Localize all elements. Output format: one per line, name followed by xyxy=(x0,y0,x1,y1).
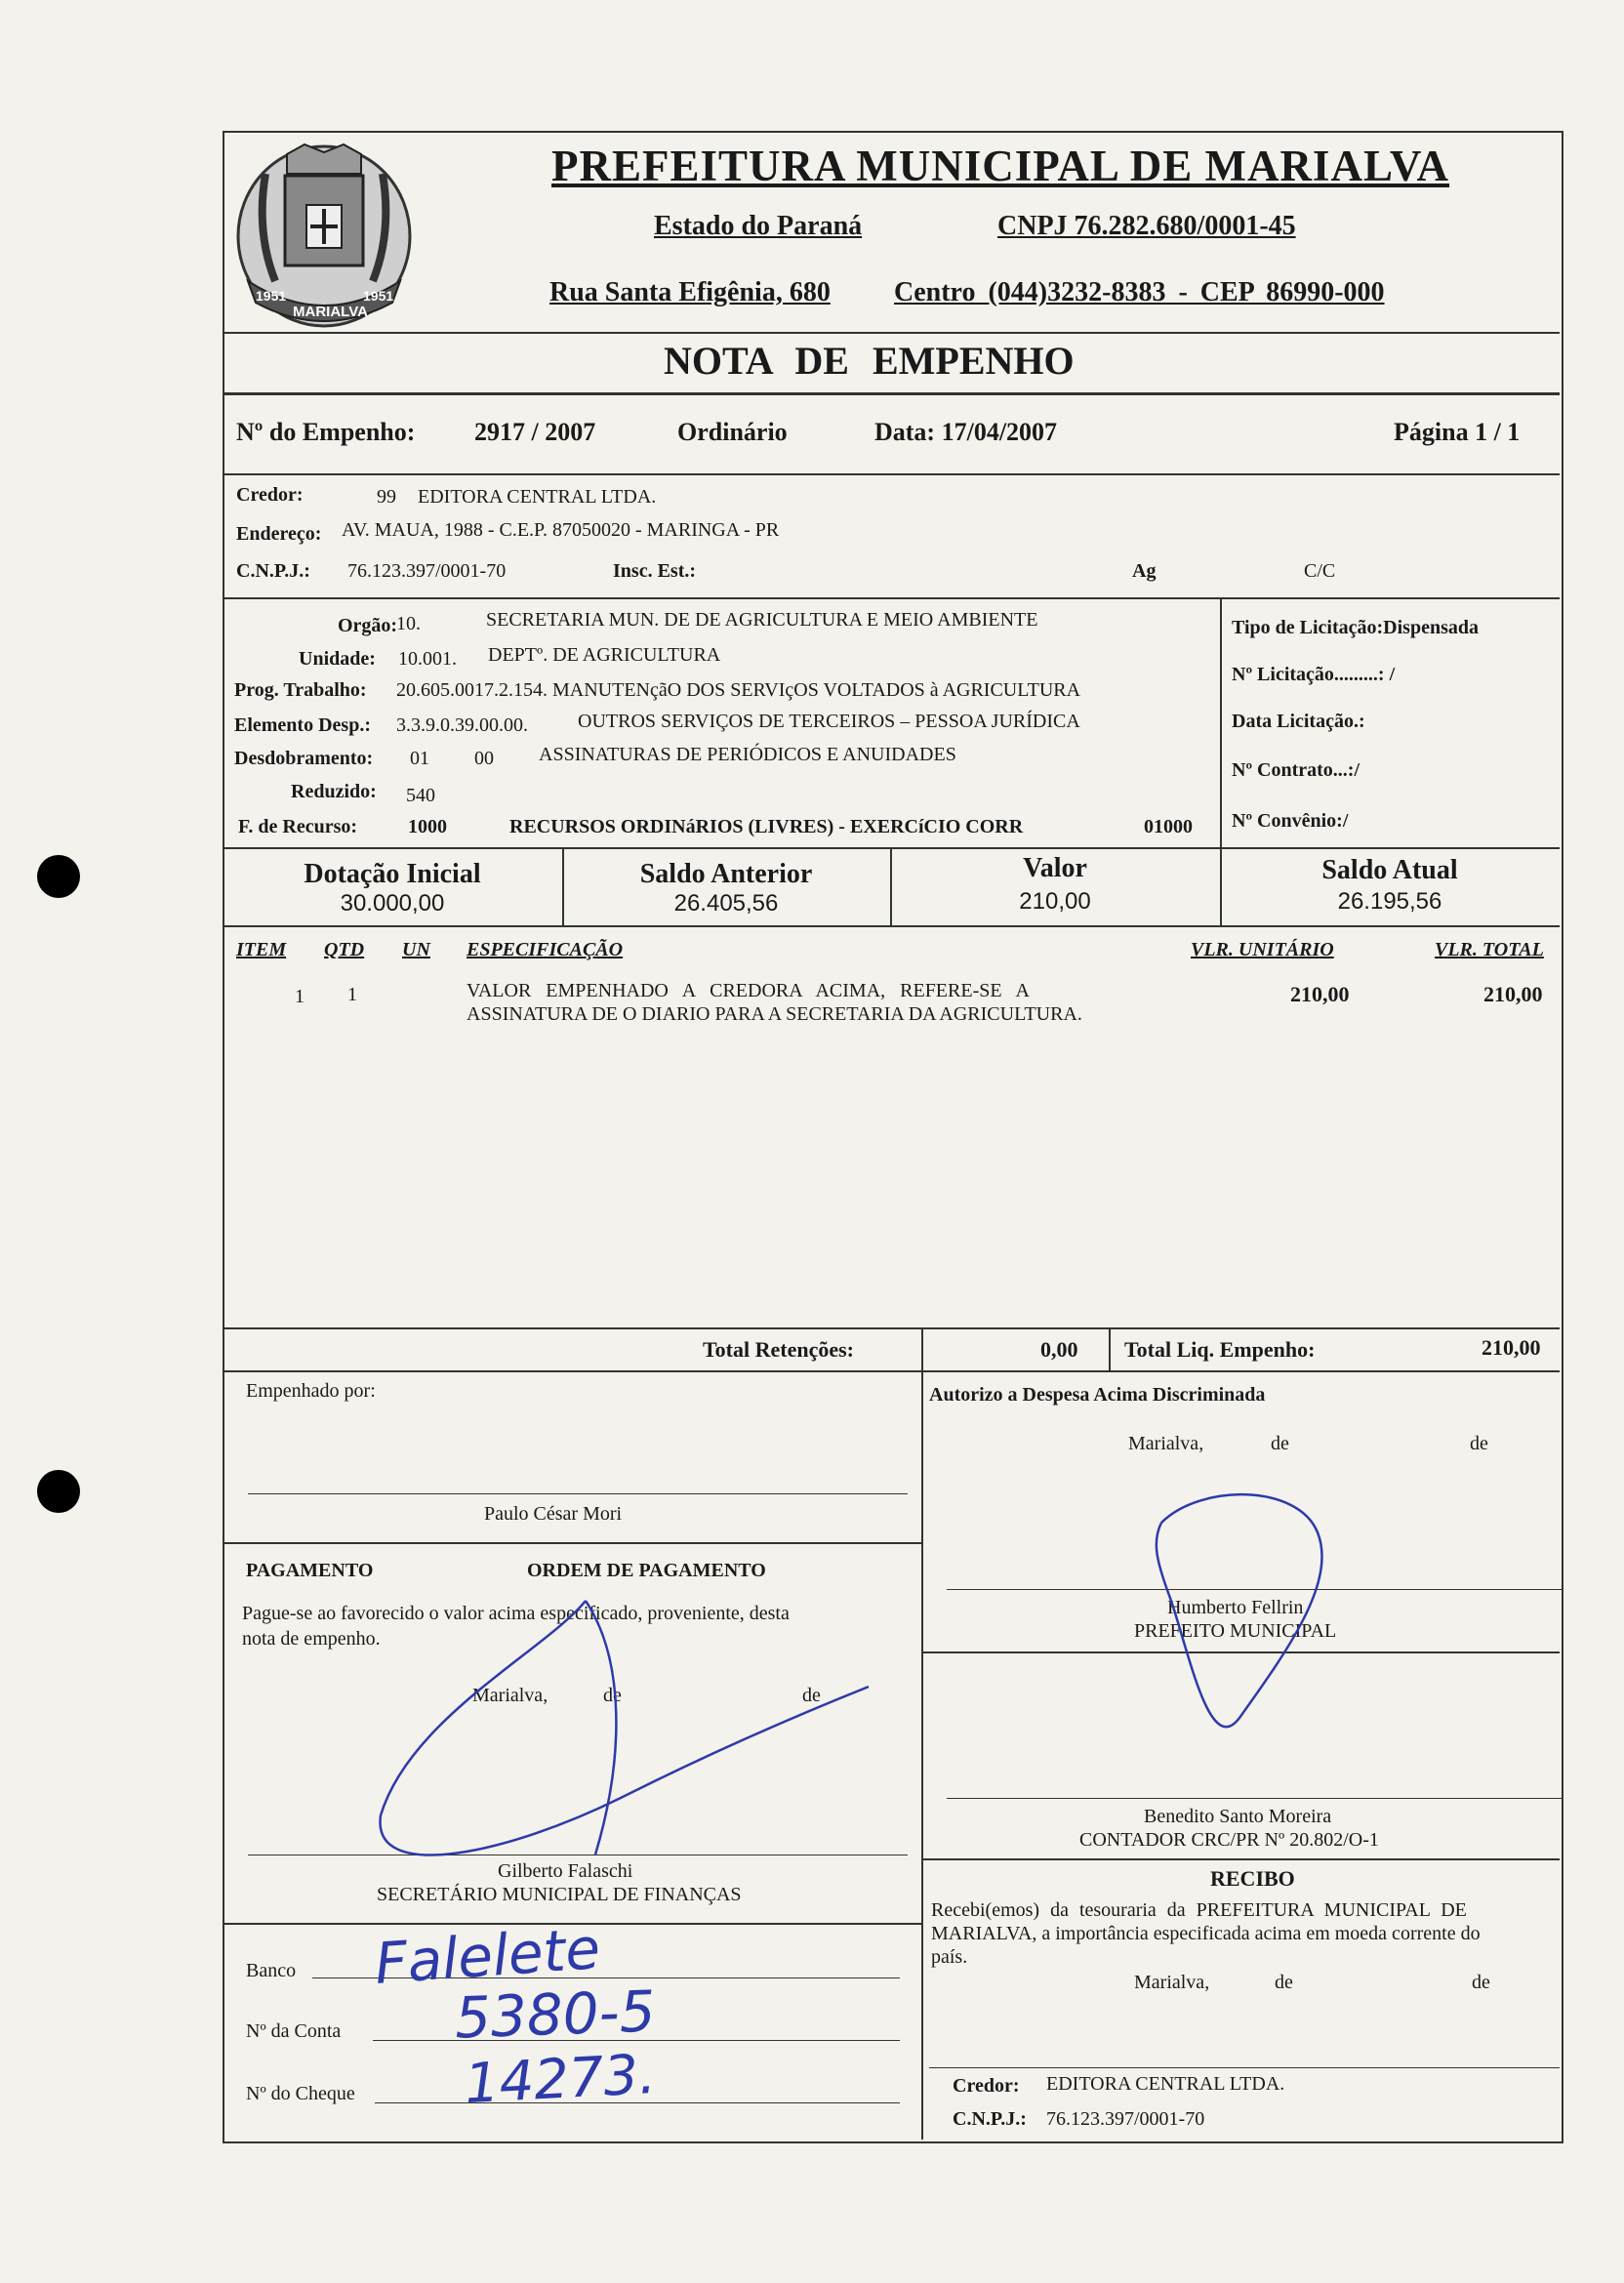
desdobramento-a: 01 xyxy=(410,748,429,769)
creditor-cnpj: 76.123.397/0001-70 xyxy=(347,560,507,582)
orgao-desc: SECRETARIA MUN. DE DE AGRICULTURA E MEIO AMBIENTE xyxy=(486,609,1038,631)
data-licitacao: Data Licitação.: xyxy=(1232,711,1365,732)
recurso-desc: RECURSOS ORDINáRIOS (LIVRES) - EXERCíCIO CORR xyxy=(509,816,1024,837)
secretario-signature-loop xyxy=(380,1601,869,1855)
contador-role: CONTADOR CRC/PR Nº 20.802/O-1 xyxy=(1079,1829,1379,1851)
elemento-code: 3.3.9.0.39.00.00. xyxy=(396,714,528,736)
desdobramento-desc: ASSINATURAS DE PERIÓDICOS E ANUIDADES xyxy=(539,744,956,765)
unidade-desc: DEPTº. DE AGRICULTURA xyxy=(488,644,721,666)
seal-year-right: 1951 xyxy=(363,288,394,304)
state-name: Estado do Paraná xyxy=(654,211,863,241)
account-label: C/C xyxy=(1304,560,1336,582)
item-spec-line-2: ASSINATURA DE O DIARIO PARA A SECRETARIA DA AGRICULTURA. xyxy=(467,1003,1082,1025)
pagamento-de-2: de xyxy=(802,1685,821,1706)
orgao-code: 10. xyxy=(396,613,421,634)
retencoes-value: 0,00 xyxy=(1040,1337,1078,1362)
numero-contrato: Nº Contrato...:/ xyxy=(1232,759,1360,781)
conta-label: Nº da Conta xyxy=(246,2020,342,2042)
prefeito-role: PREFEITO MUNICIPAL xyxy=(1134,1620,1337,1642)
banco-label: Banco xyxy=(246,1960,297,1981)
desdobramento-b: 00 xyxy=(474,748,494,769)
col-spec: ESPECIFICAÇÃO xyxy=(467,939,624,960)
recibo-text-2: MARIALVA, a importância especificada acima em moeda corrente do xyxy=(931,1923,1481,1944)
autorizo-city: Marialva, xyxy=(1128,1433,1204,1454)
empenho-date: Data: 17/04/2007 xyxy=(874,418,1058,446)
unidade-label: Unidade: xyxy=(299,648,376,670)
prefeito-signature-loop xyxy=(1157,1494,1322,1727)
empenho-number-label: Nº do Empenho: xyxy=(236,418,416,446)
item-qty: 1 xyxy=(347,984,357,1005)
autorizo-de-2: de xyxy=(1470,1433,1488,1454)
autorizo-de-1: de xyxy=(1271,1433,1289,1454)
col-total-value: VLR. TOTAL xyxy=(1435,939,1544,960)
secretario-role: SECRETÁRIO MUNICIPAL DE FINANÇAS xyxy=(377,1884,742,1905)
pagamento-label: PAGAMENTO xyxy=(246,1560,374,1581)
item-unit-value: 210,00 xyxy=(1290,982,1350,1006)
municipality-title: PREFEITURA MUNICIPAL DE MARIALVA xyxy=(551,142,1450,190)
recibo-cnpj-label: C.N.P.J.: xyxy=(953,2108,1027,2130)
seal-name: MARIALVA xyxy=(293,304,368,320)
valor-value: 210,00 xyxy=(1019,888,1091,915)
saldo-anterior-value: 26.405,56 xyxy=(673,890,779,917)
dotacao-inicial-label: Dotação Inicial xyxy=(304,859,481,889)
secretario-name: Gilberto Falaschi xyxy=(498,1860,633,1882)
empenho-type: Ordinário xyxy=(677,418,788,446)
recibo-text-3: país. xyxy=(931,1946,968,1968)
col-item: ITEM xyxy=(236,939,287,960)
recibo-cnpj-value: 76.123.397/0001-70 xyxy=(1046,2108,1205,2130)
reduzido-value: 540 xyxy=(406,785,435,806)
pagamento-de-1: de xyxy=(603,1685,622,1706)
recibo-text-1: Recebi(emos) da tesouraria da PREFEITURA MUNICIPAL DE xyxy=(931,1899,1467,1921)
cnpj-label: C.N.P.J.: xyxy=(236,560,310,582)
pagamento-text-2: nota de empenho. xyxy=(242,1628,381,1650)
recurso-label: F. de Recurso: xyxy=(238,816,358,837)
city-contact: Centro (044)3232-8383 - CEP 86990-000 xyxy=(894,277,1385,307)
city-address: Rua Santa Efigênia, 680 xyxy=(549,277,831,307)
col-unit-value: VLR. UNITÁRIO xyxy=(1191,939,1334,960)
elemento-label: Elemento Desp.: xyxy=(234,714,371,736)
handwritten-account: 5380-5 xyxy=(453,1977,657,2052)
prog-desc: 20.605.0017.2.154. MANUTENçãO DOS SERVIçOS VOLTADOS à AGRICULTURA xyxy=(396,679,1081,701)
col-un: UN xyxy=(402,939,430,960)
item-spec-line-1: VALOR EMPENHADO A CREDORA ACIMA, REFERE-SE A xyxy=(467,980,1030,1001)
numero-licitacao: Nº Licitação.........: / xyxy=(1232,664,1396,685)
retencoes-label: Total Retenções: xyxy=(703,1337,854,1362)
saldo-atual-value: 26.195,56 xyxy=(1337,888,1442,915)
recibo-de-1: de xyxy=(1275,1972,1293,1993)
empenho-number: 2917 / 2007 xyxy=(474,418,596,446)
creditor-code: 99 xyxy=(377,486,396,508)
saldo-atual-label: Saldo Atual xyxy=(1321,855,1458,885)
address-label: Endereço: xyxy=(236,523,322,545)
seal-year-left: 1951 xyxy=(256,288,287,304)
orgao-label: Orgão: xyxy=(338,615,398,636)
pagamento-city: Marialva, xyxy=(472,1685,548,1706)
city-cnpj: CNPJ 76.282.680/0001-45 xyxy=(997,211,1296,241)
recibo-city: Marialva, xyxy=(1134,1972,1210,1993)
recurso-code: 1000 xyxy=(408,816,447,837)
elemento-desc: OUTROS SERVIÇOS DE TERCEIROS – PESSOA JURÍDICA xyxy=(578,711,1080,732)
contador-name: Benedito Santo Moreira xyxy=(1144,1806,1332,1827)
pagamento-text-1: Pague-se ao favorecido o valor acima especificado, proveniente, desta xyxy=(242,1603,790,1624)
valor-label: Valor xyxy=(1023,853,1087,883)
item-total-value: 210,00 xyxy=(1483,982,1543,1006)
prefeito-name: Humberto Fellrin xyxy=(1167,1597,1304,1618)
recurso-code-2: 01000 xyxy=(1144,816,1193,837)
creditor-name: EDITORA CENTRAL LTDA. xyxy=(418,486,657,508)
recibo-credor-label: Credor: xyxy=(953,2075,1020,2097)
creditor-label: Credor: xyxy=(236,484,304,506)
tipo-licitacao: Tipo de Licitação:Dispensada xyxy=(1232,617,1479,638)
page-number: Página 1 / 1 xyxy=(1394,418,1521,446)
total-liq-label: Total Liq. Empenho: xyxy=(1124,1337,1316,1362)
insc-est-label: Insc. Est.: xyxy=(613,560,697,582)
document-title: NOTA DE EMPENHO xyxy=(664,339,1075,383)
saldo-anterior-label: Saldo Anterior xyxy=(639,859,813,889)
item-number: 1 xyxy=(295,986,304,1007)
empenhado-label: Empenhado por: xyxy=(246,1380,376,1402)
creditor-address: AV. MAUA, 1988 - C.E.P. 87050020 - MARINGA - PR xyxy=(342,519,780,541)
autorizo-label: Autorizo a Despesa Acima Discriminada xyxy=(929,1384,1266,1406)
dotacao-inicial-value: 30.000,00 xyxy=(340,890,445,917)
total-liq-value: 210,00 xyxy=(1482,1335,1541,1360)
ordem-pagamento-label: ORDEM DE PAGAMENTO xyxy=(527,1560,766,1581)
handwritten-bank: Falelete xyxy=(372,1915,603,1997)
cheque-label: Nº do Cheque xyxy=(246,2083,355,2104)
recibo-credor-name: EDITORA CENTRAL LTDA. xyxy=(1046,2073,1285,2095)
col-qtd: QTD xyxy=(324,939,365,960)
reduzido-label: Reduzido: xyxy=(291,781,377,802)
unidade-code: 10.001. xyxy=(398,648,457,670)
numero-convenio: Nº Convênio:/ xyxy=(1232,810,1349,832)
prog-label: Prog. Trabalho: xyxy=(234,679,367,701)
empenhado-name: Paulo César Mori xyxy=(484,1503,623,1525)
handwritten-cheque: 14273. xyxy=(463,2042,658,2117)
agency-label: Ag xyxy=(1132,560,1157,582)
desdobramento-label: Desdobramento: xyxy=(234,748,374,769)
recibo-title: RECIBO xyxy=(1210,1866,1295,1891)
recibo-de-2: de xyxy=(1472,1972,1490,1993)
